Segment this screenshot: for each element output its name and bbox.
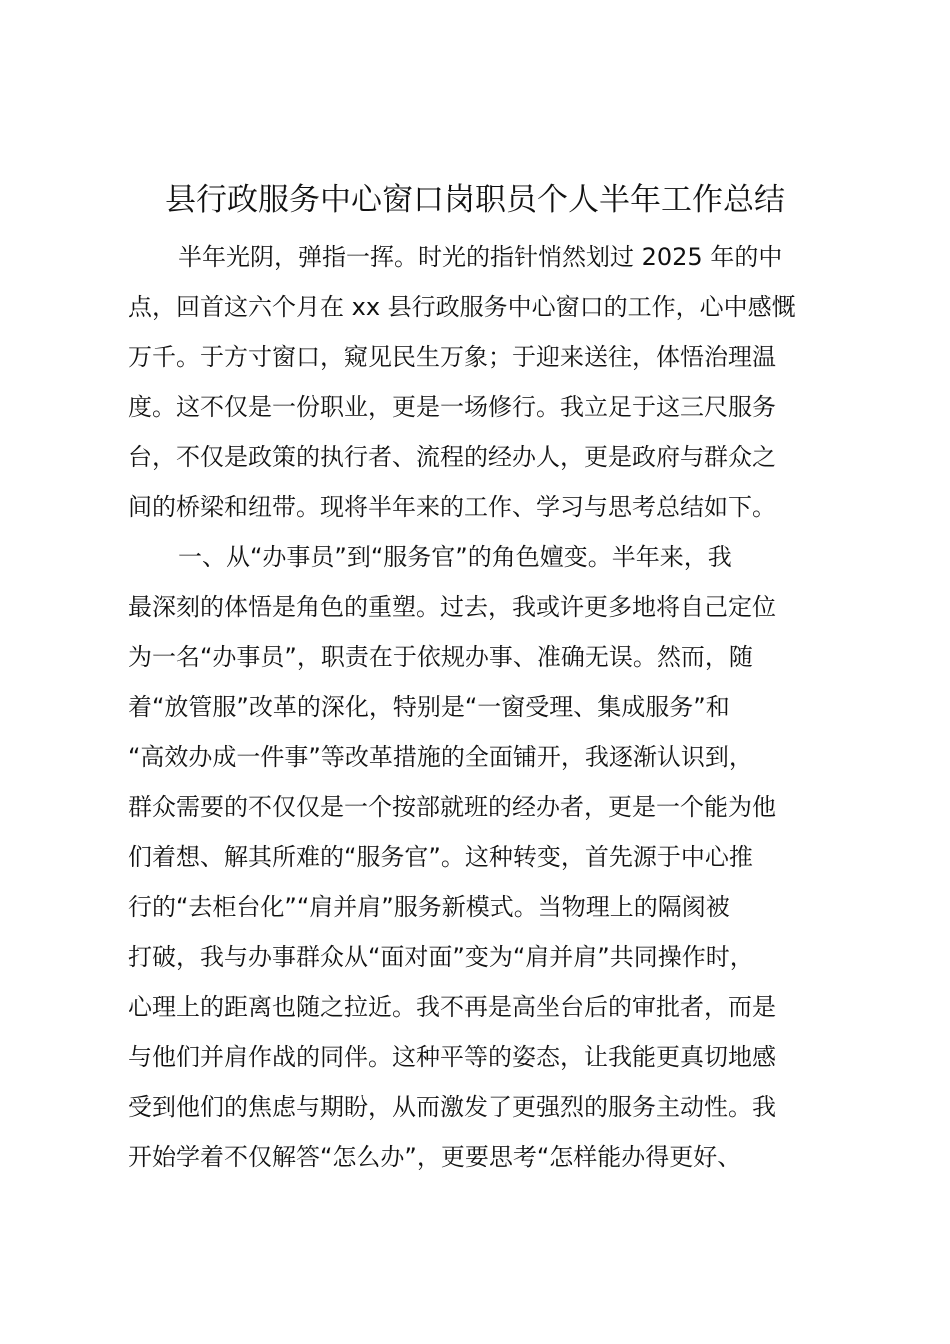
text-line: 点，回首这六个月在 xx 县行政服务中心窗口的工作，心中感慨: [128, 293, 796, 321]
text-line: 心理上的距离也随之拉近。我不再是高坐台后的审批者，而是: [128, 993, 776, 1021]
text-line: 度。这不仅是一份职业，更是一场修行。我立足于这三尺服务: [128, 393, 776, 421]
text-line: 半年光阴，弹指一挥。时光的指针悄然划过 2025 年的中: [178, 243, 783, 271]
text-line: 群众需要的不仅仅是一个按部就班的经办者，更是一个能为他: [128, 793, 776, 821]
text-line: 一、从“办事员”到“服务官”的角色嬗变。半年来，我: [178, 543, 732, 571]
text-line: 行的“去柜台化”“肩并肩”服务新模式。当物理上的隔阂被: [128, 893, 730, 921]
document-body: [128, 232, 858, 1182]
text-line: 最深刻的体悟是角色的重塑。过去，我或许更多地将自己定位: [128, 593, 776, 621]
text-line: 着“放管服”改革的深化，特别是“一窗受理、集成服务”和: [128, 693, 730, 721]
text-line: 万千。于方寸窗口，窥见民生万象；于迎来送往，体悟治理温: [128, 343, 776, 371]
text-line: 台，不仅是政策的执行者、流程的经办人，更是政府与群众之: [128, 443, 776, 471]
text-line: 受到他们的焦虑与期盼，从而激发了更强烈的服务主动性。我: [128, 1093, 776, 1121]
text-line: 开始学着不仅解答“怎么办”，更要思考“怎样能办得更好、: [128, 1143, 742, 1171]
text-line: 与他们并肩作战的同伴。这种平等的姿态，让我能更真切地感: [128, 1043, 776, 1071]
text-line: 们着想、解其所难的“服务官”。这种转变，首先源于中心推: [128, 843, 753, 871]
text-line: 为一名“办事员”，职责在于依规办事、准确无误。然而，随: [128, 643, 753, 671]
paragraph-intro: [128, 232, 858, 532]
text-line: “高效办成一件事”等改革措施的全面铺开，我逐渐认识到，: [128, 743, 753, 771]
paragraph-section-one: [128, 532, 858, 1182]
text-line: 间的桥梁和纽带。现将半年来的工作、学习与思考总结如下。: [128, 493, 776, 521]
document-title: 县行政服务中心窗口岗职员个人半年工作总结: [165, 182, 785, 218]
text-line: 打破，我与办事群众从“面对面”变为“肩并肩”共同操作时，: [128, 943, 754, 971]
